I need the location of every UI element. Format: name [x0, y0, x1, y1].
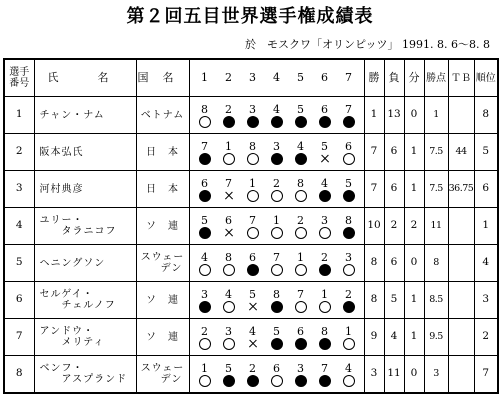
player-name — [34, 356, 136, 394]
opponent-number: 8 — [249, 139, 256, 153]
player-name-line1: 阪本弘氏 — [39, 146, 84, 158]
tie-break: 44 — [448, 134, 474, 171]
opponent-number: 7 — [297, 287, 304, 301]
rank: 7 — [474, 356, 498, 394]
player-name-line1: 河村典彦 — [39, 183, 84, 195]
win-circle-icon — [343, 264, 355, 276]
win-circle-icon — [223, 264, 235, 276]
opponent-number: 3 — [249, 102, 256, 116]
loss-dot-icon — [271, 338, 283, 350]
draws: 0 — [404, 97, 424, 134]
player-name — [34, 134, 136, 171]
country-line2: デン — [160, 374, 183, 385]
opponent-number: 1 — [297, 250, 304, 264]
header-rank: 順位 — [474, 59, 498, 97]
game-results — [189, 97, 364, 134]
opponent-number: 8 — [201, 102, 208, 116]
win-circle-icon — [223, 153, 235, 165]
tie-break — [448, 208, 474, 245]
opponent-numbers — [193, 214, 361, 227]
player-no: 6 — [4, 282, 34, 319]
losses: 6 — [384, 245, 404, 282]
wins: 8 — [364, 282, 384, 319]
losses: 13 — [384, 97, 404, 134]
rank: 1 — [474, 208, 498, 245]
draw-cross-icon — [223, 227, 235, 239]
opponent-numbers — [193, 325, 361, 338]
player-name-line2: チェルノフ — [61, 300, 116, 311]
player-no: 1 — [4, 97, 34, 134]
player-name-line2: メリティ — [61, 337, 105, 348]
opponent-number: 6 — [297, 324, 304, 338]
wins: 9 — [364, 319, 384, 356]
player-no: 8 — [4, 356, 34, 394]
opponent-number: 4 — [225, 287, 232, 301]
player-name-line1: ヘニングソン — [39, 257, 106, 269]
loss-dot-icon — [271, 116, 283, 128]
opponent-number: 5 — [273, 324, 280, 338]
result-marks — [193, 116, 361, 128]
opponent-number: 2 — [273, 176, 280, 190]
win-circle-icon — [247, 153, 259, 165]
draws: 0 — [404, 245, 424, 282]
draw-cross-icon — [247, 338, 259, 350]
opponent-number: 8 — [345, 213, 352, 227]
opponent-number: 3 — [297, 361, 304, 375]
opponent-number: 6 — [345, 139, 352, 153]
win-circle-icon — [223, 301, 235, 313]
game-results — [189, 171, 364, 208]
win-circle-icon — [271, 227, 283, 239]
opponent-number: 4 — [321, 176, 328, 190]
player-country — [136, 208, 189, 245]
opponent-number: 3 — [273, 139, 280, 153]
header-draws: 分 — [404, 59, 424, 97]
country-line1: ソ 連 — [146, 220, 179, 232]
win-circle-icon — [319, 227, 331, 239]
win-circle-icon — [271, 190, 283, 202]
tie-break — [448, 282, 474, 319]
header-row — [4, 59, 498, 97]
player-country — [136, 356, 189, 394]
win-circle-icon — [247, 227, 259, 239]
header-round-2: 2 — [225, 70, 232, 84]
page-title: 第２回五目世界選手権成績表 — [126, 6, 374, 27]
loss-dot-icon — [319, 116, 331, 128]
game-results — [189, 134, 364, 171]
points: 11 — [424, 208, 448, 245]
opponent-number: 4 — [249, 324, 256, 338]
header-round-3: 3 — [249, 70, 256, 84]
tie-break — [448, 356, 474, 394]
tie-break — [448, 319, 474, 356]
opponent-numbers — [193, 251, 361, 264]
win-circle-icon — [295, 227, 307, 239]
loss-dot-icon — [319, 375, 331, 387]
losses: 4 — [384, 319, 404, 356]
opponent-number: 3 — [345, 250, 352, 264]
tie-break — [448, 245, 474, 282]
player-country — [136, 282, 189, 319]
game-results — [189, 319, 364, 356]
opponent-number: 1 — [249, 176, 256, 190]
opponent-number: 4 — [273, 102, 280, 116]
table-row — [4, 356, 498, 394]
opponent-number: 8 — [297, 176, 304, 190]
win-circle-icon — [199, 264, 211, 276]
opponent-number: 1 — [321, 287, 328, 301]
results-table — [3, 58, 499, 394]
player-name-line2: アスプランド — [61, 374, 128, 385]
points: 7.5 — [424, 134, 448, 171]
player-no: 4 — [4, 208, 34, 245]
rank: 8 — [474, 97, 498, 134]
opponent-number: 4 — [297, 139, 304, 153]
player-no: 3 — [4, 171, 34, 208]
rank: 5 — [474, 134, 498, 171]
table-row — [4, 134, 498, 171]
result-marks — [193, 301, 361, 313]
header-country: 国名 — [136, 59, 189, 97]
opponent-number: 1 — [225, 139, 232, 153]
opponent-number: 2 — [201, 324, 208, 338]
losses: 11 — [384, 356, 404, 394]
game-results — [189, 356, 364, 394]
wins: 8 — [364, 245, 384, 282]
win-circle-icon — [295, 264, 307, 276]
opponent-number: 3 — [201, 287, 208, 301]
opponent-number: 7 — [225, 176, 232, 190]
opponent-numbers — [193, 362, 361, 375]
loss-dot-icon — [271, 153, 283, 165]
header-tb: ＴＢ — [448, 59, 474, 97]
opponent-number: 6 — [225, 213, 232, 227]
header-round-6: 6 — [321, 70, 328, 84]
loss-dot-icon — [247, 375, 259, 387]
header-round-1: 1 — [201, 70, 208, 84]
player-name — [34, 319, 136, 356]
win-circle-icon — [199, 338, 211, 350]
opponent-number: 7 — [273, 250, 280, 264]
result-marks — [193, 264, 361, 276]
losses: 2 — [384, 208, 404, 245]
country-line2: デン — [160, 263, 183, 274]
opponent-number: 1 — [201, 361, 208, 375]
loss-dot-icon — [343, 227, 355, 239]
win-circle-icon — [295, 190, 307, 202]
opponent-number: 7 — [201, 139, 208, 153]
player-name — [34, 171, 136, 208]
win-circle-icon — [343, 375, 355, 387]
opponent-number: 5 — [249, 287, 256, 301]
points: 3 — [424, 356, 448, 394]
opponent-number: 6 — [321, 102, 328, 116]
wins: 1 — [364, 97, 384, 134]
country-line1: スウェー — [140, 252, 185, 263]
loss-dot-icon — [271, 301, 283, 313]
wins: 3 — [364, 356, 384, 394]
win-circle-icon — [199, 116, 211, 128]
draws: 1 — [404, 319, 424, 356]
header-rounds — [189, 59, 364, 97]
loss-dot-icon — [319, 190, 331, 202]
player-country — [136, 319, 189, 356]
loss-dot-icon — [247, 264, 259, 276]
result-marks — [193, 190, 361, 202]
loss-dot-icon — [343, 190, 355, 202]
country-line1: 日 本 — [146, 146, 179, 158]
player-name-line1: ベンフ・ — [39, 363, 84, 374]
win-circle-icon — [199, 375, 211, 387]
losses: 5 — [384, 282, 404, 319]
tie-break: 36.75 — [448, 171, 474, 208]
loss-dot-icon — [319, 264, 331, 276]
table-row — [4, 245, 498, 282]
table-row — [4, 282, 498, 319]
points: 1 — [424, 97, 448, 134]
opponent-number: 7 — [345, 102, 352, 116]
opponent-number: 4 — [345, 361, 352, 375]
player-country — [136, 245, 189, 282]
wins: 10 — [364, 208, 384, 245]
opponent-number: 3 — [321, 213, 328, 227]
country-line1: スウェー — [140, 363, 185, 374]
opponent-number: 6 — [201, 176, 208, 190]
loss-dot-icon — [343, 301, 355, 313]
points: 8 — [424, 245, 448, 282]
header-losses: 負 — [384, 59, 404, 97]
opponent-number: 5 — [321, 139, 328, 153]
opponent-number: 2 — [345, 287, 352, 301]
opponent-number: 8 — [321, 324, 328, 338]
opponent-number: 4 — [201, 250, 208, 264]
opponent-number: 2 — [297, 213, 304, 227]
table-row — [4, 319, 498, 356]
player-name-line1: チャン・ナム — [39, 109, 105, 121]
draw-cross-icon — [319, 153, 331, 165]
player-name — [34, 97, 136, 134]
player-name — [34, 245, 136, 282]
win-circle-icon — [223, 338, 235, 350]
header-round-5: 5 — [297, 70, 304, 84]
header-wins: 勝 — [364, 59, 384, 97]
game-results — [189, 208, 364, 245]
player-country — [136, 134, 189, 171]
win-circle-icon — [271, 264, 283, 276]
opponent-numbers — [193, 103, 361, 116]
country-line1: ベトナム — [140, 109, 185, 121]
opponent-number: 2 — [321, 250, 328, 264]
draws: 1 — [404, 134, 424, 171]
opponent-number: 8 — [273, 287, 280, 301]
loss-dot-icon — [295, 153, 307, 165]
player-name — [34, 282, 136, 319]
losses: 6 — [384, 134, 404, 171]
rank: 3 — [474, 282, 498, 319]
opponent-number: 5 — [345, 176, 352, 190]
rank: 2 — [474, 319, 498, 356]
header-points: 勝点 — [424, 59, 448, 97]
loss-dot-icon — [247, 116, 259, 128]
loss-dot-icon — [223, 116, 235, 128]
win-circle-icon — [295, 301, 307, 313]
wins: 7 — [364, 171, 384, 208]
opponent-number: 1 — [273, 213, 280, 227]
points: 8.5 — [424, 282, 448, 319]
loss-dot-icon — [199, 301, 211, 313]
loss-dot-icon — [199, 190, 211, 202]
table-row — [4, 208, 498, 245]
player-name-line1: ユリー・ — [39, 215, 84, 226]
win-circle-icon — [343, 153, 355, 165]
draws: 1 — [404, 282, 424, 319]
game-results — [189, 282, 364, 319]
result-marks — [193, 338, 361, 350]
result-marks — [193, 375, 361, 387]
opponent-number: 7 — [249, 213, 256, 227]
opponent-numbers — [193, 177, 361, 190]
draws: 0 — [404, 356, 424, 394]
rank: 4 — [474, 245, 498, 282]
loss-dot-icon — [295, 375, 307, 387]
player-country — [136, 171, 189, 208]
player-name-line1: アンドウ・ — [39, 326, 95, 337]
player-no: 5 — [4, 245, 34, 282]
loss-dot-icon — [199, 227, 211, 239]
header-name: 氏 名 — [34, 59, 136, 97]
draw-cross-icon — [223, 190, 235, 202]
result-marks — [193, 153, 361, 165]
opponent-number: 5 — [297, 102, 304, 116]
header-player-no: 選手番号 — [4, 59, 34, 97]
opponent-number: 5 — [225, 361, 232, 375]
table-row — [4, 97, 498, 134]
player-country — [136, 97, 189, 134]
player-name — [34, 208, 136, 245]
loss-dot-icon — [199, 153, 211, 165]
opponent-number: 7 — [321, 361, 328, 375]
win-circle-icon — [319, 301, 331, 313]
result-marks — [193, 227, 361, 239]
game-results — [189, 245, 364, 282]
country-line1: 日 本 — [146, 183, 179, 195]
opponent-number: 2 — [225, 102, 232, 116]
loss-dot-icon — [319, 338, 331, 350]
opponent-number: 1 — [345, 324, 352, 338]
win-circle-icon — [271, 375, 283, 387]
player-name-line1: セルゲイ・ — [39, 289, 94, 300]
opponent-number: 8 — [225, 250, 232, 264]
wins: 7 — [364, 134, 384, 171]
header-round-4: 4 — [273, 70, 280, 84]
win-circle-icon — [247, 190, 259, 202]
opponent-number: 6 — [249, 250, 256, 264]
tie-break — [448, 97, 474, 134]
opponent-number: 5 — [201, 213, 208, 227]
opponent-numbers — [193, 288, 361, 301]
loss-dot-icon — [223, 375, 235, 387]
opponent-number: 6 — [273, 361, 280, 375]
opponent-numbers — [193, 140, 361, 153]
rank: 6 — [474, 171, 498, 208]
losses: 6 — [384, 171, 404, 208]
loss-dot-icon — [343, 116, 355, 128]
header-round-7: 7 — [345, 70, 352, 84]
player-no: 2 — [4, 134, 34, 171]
venue-date: 於 モスクワ「オリンピッツ」 1991. 8. 6～8. 8 — [244, 38, 490, 51]
opponent-number: 3 — [225, 324, 232, 338]
country-line1: ソ 連 — [146, 331, 179, 343]
loss-dot-icon — [295, 116, 307, 128]
draws: 1 — [404, 171, 424, 208]
table-row — [4, 171, 498, 208]
player-no: 7 — [4, 319, 34, 356]
country-line1: ソ 連 — [146, 294, 179, 306]
draws: 2 — [404, 208, 424, 245]
loss-dot-icon — [295, 338, 307, 350]
win-circle-icon — [343, 338, 355, 350]
opponent-number: 2 — [249, 361, 256, 375]
draw-cross-icon — [247, 301, 259, 313]
points: 9.5 — [424, 319, 448, 356]
points: 7.5 — [424, 171, 448, 208]
player-name-line2: タラニコフ — [61, 226, 117, 237]
